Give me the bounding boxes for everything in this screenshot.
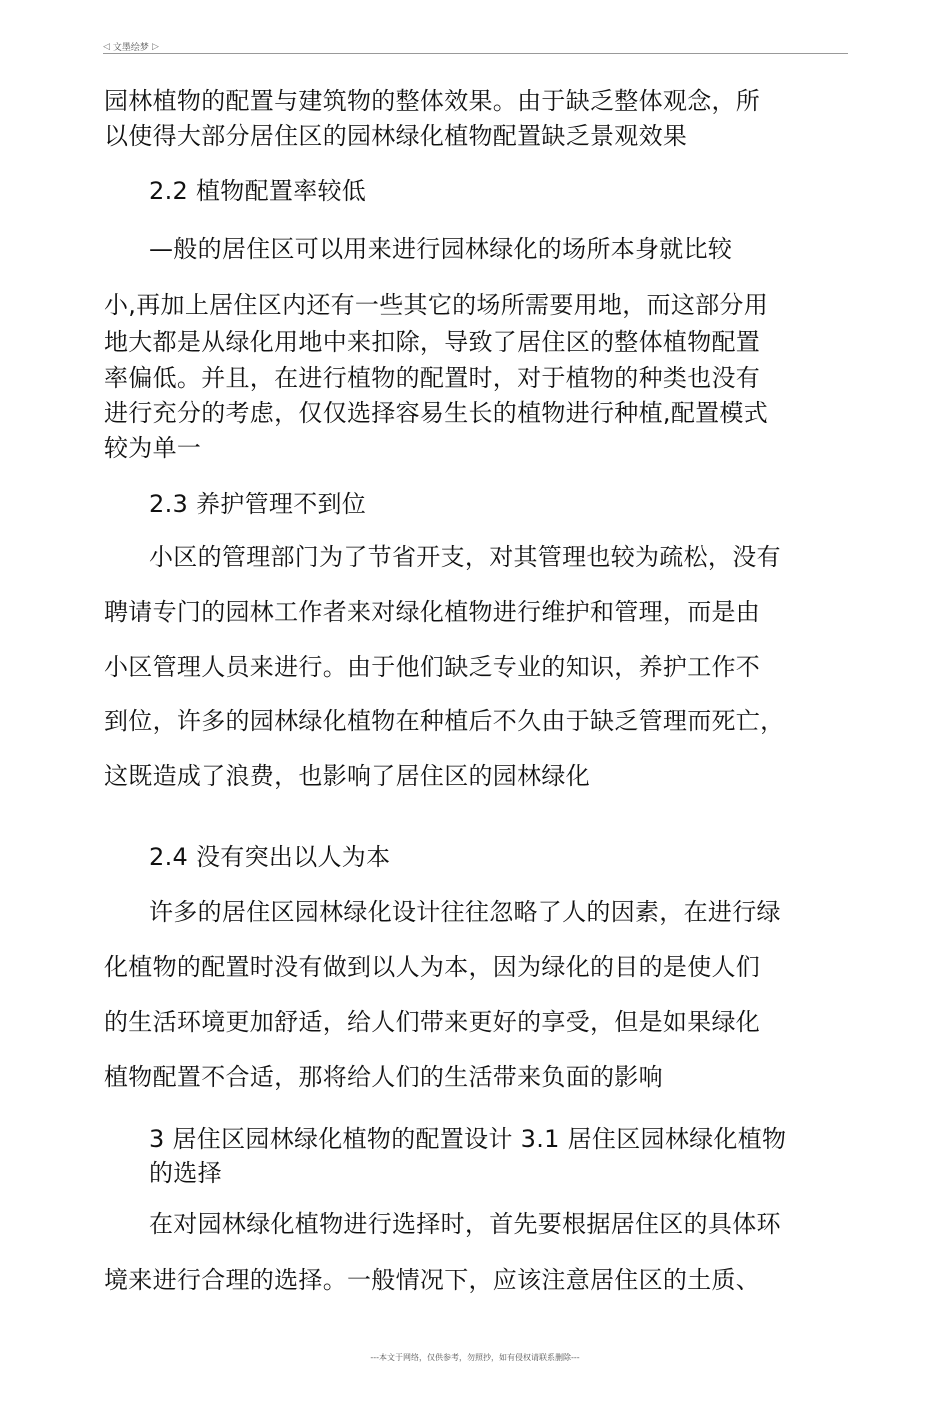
text-line: 聘请专门的园林工作者来对绿化植物进行维护和管理，而是由 — [104, 598, 761, 626]
text-line: 植物配置不合适，那将给人们的生活带来负面的影响 — [104, 1063, 663, 1091]
text-line: 小区管理人员来进行。由于他们缺乏专业的知识，养护工作不 — [104, 653, 761, 681]
text-line: 园林植物的配置与建筑物的整体效果。由于缺乏整体观念，所 — [104, 87, 761, 115]
text-line: 地大都是从绿化用地中来扣除，导致了居住区的整体植物配置 — [104, 328, 761, 356]
text-line: 率偏低。并且，在进行植物的配置时，对于植物的种类也没有 — [104, 364, 761, 392]
section-heading: 2.3 养护管理不到位 — [149, 490, 367, 518]
section-heading: 2.4 没有突出以人为本 — [149, 843, 391, 871]
text-line: 在对园林绿化植物进行选择时，首先要根据居住区的具体环 — [149, 1210, 781, 1238]
page-footer: ---本文于网络，仅供参考，勿照抄，如有侵权请联系删除--- — [370, 1353, 580, 1362]
section-heading: 3 居住区园林绿化植物的配置设计 3.1 居住区园林绿化植物 — [149, 1125, 787, 1153]
right-triangle-icon: ▷ — [151, 41, 159, 52]
text-line: 进行充分的考虑，仅仅选择容易生长的植物进行种植,配置模式 — [104, 399, 769, 427]
left-triangle-icon: ◁ — [103, 41, 110, 52]
text-line: 许多的居住区园林绿化设计往往忽略了人的因素，在进行绿 — [149, 898, 781, 926]
text-line: 以使得大部分居住区的园林绿化植物配置缺乏景观效果 — [104, 122, 688, 150]
text-line: 这既造成了浪费，也影响了居住区的园林绿化 — [104, 762, 590, 790]
text-line: 到位，许多的园林绿化植物在种植后不久由于缺乏管理而死亡， — [104, 707, 785, 735]
text-line: 小,再加上居住区内还有一些其它的场所需要用地，而这部分用 — [104, 291, 769, 319]
section-heading: 的选择 — [149, 1159, 222, 1187]
text-line: 化植物的配置时没有做到以人为本，因为绿化的目的是使人们 — [104, 953, 761, 981]
text-line: 较为单一 — [104, 434, 202, 462]
header-title: 文墨绘梦 — [112, 43, 149, 53]
section-heading: 2.2 植物配置率较低 — [149, 177, 367, 205]
text-line: 小区的管理部门为了节省开支，对其管理也较为疏松，没有 — [149, 543, 781, 571]
header-divider — [103, 53, 848, 54]
text-line: 境来进行合理的选择。一般情况下，应该注意居住区的土质、 — [104, 1266, 761, 1294]
page-header — [103, 40, 159, 53]
text-line: 的生活环境更加舒适，给人们带来更好的享受，但是如果绿化 — [104, 1008, 761, 1036]
text-line: —般的居住区可以用来进行园林绿化的场所本身就比较 — [149, 235, 733, 263]
